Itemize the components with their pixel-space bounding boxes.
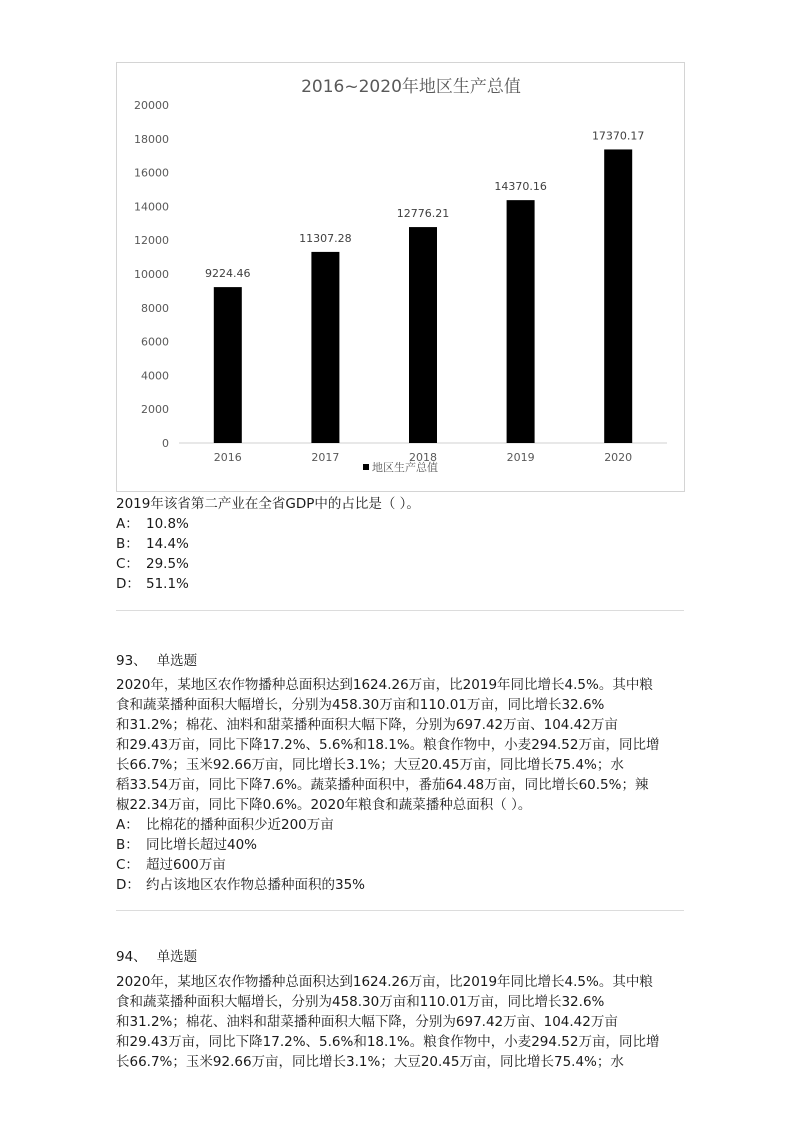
y-tick-label: 12000 [134,234,169,248]
y-tick-label: 16000 [134,166,169,180]
bar [311,252,339,443]
y-tick-label: 18000 [134,132,169,146]
question-type: 单选题 [156,949,198,965]
passage-line: 2020年，某地区农作物播种总面积达到1624.26万亩，比2019年同比增长4.5%。其中粮 [116,677,653,693]
option-letter: A： [116,817,139,833]
answer-option[interactable] [116,815,696,835]
answer-option[interactable] [116,835,696,855]
y-tick-label: 2000 [141,403,169,417]
gdp-bar-chart [116,62,685,492]
option-letter: D： [116,877,140,893]
option-text: 14.4% [146,536,189,552]
data-label: 14370.16 [494,180,547,194]
answer-option[interactable] [116,554,696,574]
answer-option[interactable] [116,534,696,554]
question-type: 单选题 [156,653,198,669]
question-passage [116,675,696,815]
answer-option[interactable] [116,875,696,895]
passage-line: 和31.2%；棉花、油料和甜菜播种面积大幅下降，分别为697.42万亩、104.42万亩 [116,717,618,733]
bar [214,287,242,443]
passage-line: 食和蔬菜播种面积大幅增长，分别为458.30万亩和110.01万亩，同比增长32.6% [116,994,605,1010]
option-text: 超过600万亩 [146,857,226,873]
option-letter: C： [116,556,139,572]
divider [116,910,684,911]
question-number: 93、 [116,653,147,669]
legend-swatch [363,464,369,470]
y-tick-label: 20000 [134,99,169,112]
data-label: 9224.46 [205,267,251,281]
y-tick-label: 14000 [134,200,169,214]
passage-line: 长66.7%；玉米92.66万亩，同比增长3.1%；大豆20.45万亩，同比增长75.4%；水 [116,757,624,773]
passage-line: 和29.43万亩，同比下降17.2%、5.6%和18.1%。粮食作物中，小麦294.52万亩，同比增 [116,737,660,753]
y-tick-label: 0 [162,437,169,450]
data-label: 17370.17 [591,129,645,143]
option-letter: D： [116,576,140,592]
option-text: 约占该地区农作物总播种面积的35% [146,877,366,893]
y-tick-label: 8000 [141,301,169,315]
question-94 [116,972,696,1072]
legend-label: 地区生产总值 [372,461,438,474]
option-letter: B： [116,837,139,853]
data-label: 12776.21 [396,207,450,221]
question-94-header [116,947,197,967]
y-tick-label: 6000 [141,335,169,349]
answer-option[interactable] [116,855,696,875]
data-label: 11307.28 [299,231,352,245]
question-93 [116,675,696,895]
option-text: 29.5% [146,556,189,572]
y-tick-label: 10000 [134,268,169,281]
passage-line: 和31.2%；棉花、油料和甜菜播种面积大幅下降，分别为697.42万亩、104.42万亩 [116,1014,618,1030]
question-passage [116,972,696,1072]
option-text: 51.1% [146,576,189,592]
bar [507,200,535,443]
answer-option[interactable] [116,574,696,594]
passage-line: 2020年，某地区农作物播种总面积达到1624.26万亩，比2019年同比增长4.5%。其中粮 [116,974,653,990]
x-tick-label: 2020 [604,451,633,464]
passage-line: 长66.7%；玉米92.66万亩，同比增长3.1%；大豆20.45万亩，同比增长75.4%；水 [116,1054,624,1070]
option-list [116,815,696,895]
option-letter: C： [116,857,139,873]
y-tick-label: 4000 [141,369,169,383]
bar [409,227,437,443]
option-list [116,514,696,594]
question-93-header [116,651,197,671]
option-letter: A： [116,516,139,532]
x-tick-label: 2019 [506,451,535,464]
passage-line: 稻33.54万亩，同比下降7.6%。蔬菜播种面积中，番茄64.48万亩，同比增长60.5%；辣 [116,777,649,793]
x-tick-label: 2018 [409,451,437,464]
question-stem: 2019年该省第二产业在全省GDP中的占比是（ ）。 [116,496,420,512]
x-tick-label: 2016 [213,451,242,464]
divider [116,610,684,611]
answer-option[interactable] [116,514,696,534]
passage-line: 和29.43万亩，同比下降17.2%、5.6%和18.1%。粮食作物中，小麦294.52万亩，同比增 [116,1034,660,1050]
option-text: 10.8% [146,516,189,532]
option-letter: B： [116,536,139,552]
bar [604,149,632,443]
option-text: 同比增长超过40% [146,837,258,853]
chart-canvas [117,63,684,491]
passage-line: 椒22.34万亩，同比下降0.6%。2020年粮食和蔬菜播种总面积（ ）。 [116,797,532,813]
chart-title: 2016~2020年地区生产总值 [301,77,521,97]
question-number: 94、 [116,949,147,965]
passage-line: 食和蔬菜播种面积大幅增长，分别为458.30万亩和110.01万亩，同比增长32.6% [116,697,605,713]
question-1 [116,494,696,594]
x-tick-label: 2017 [311,451,340,464]
option-text: 比棉花的播种面积少近200万亩 [146,817,334,833]
